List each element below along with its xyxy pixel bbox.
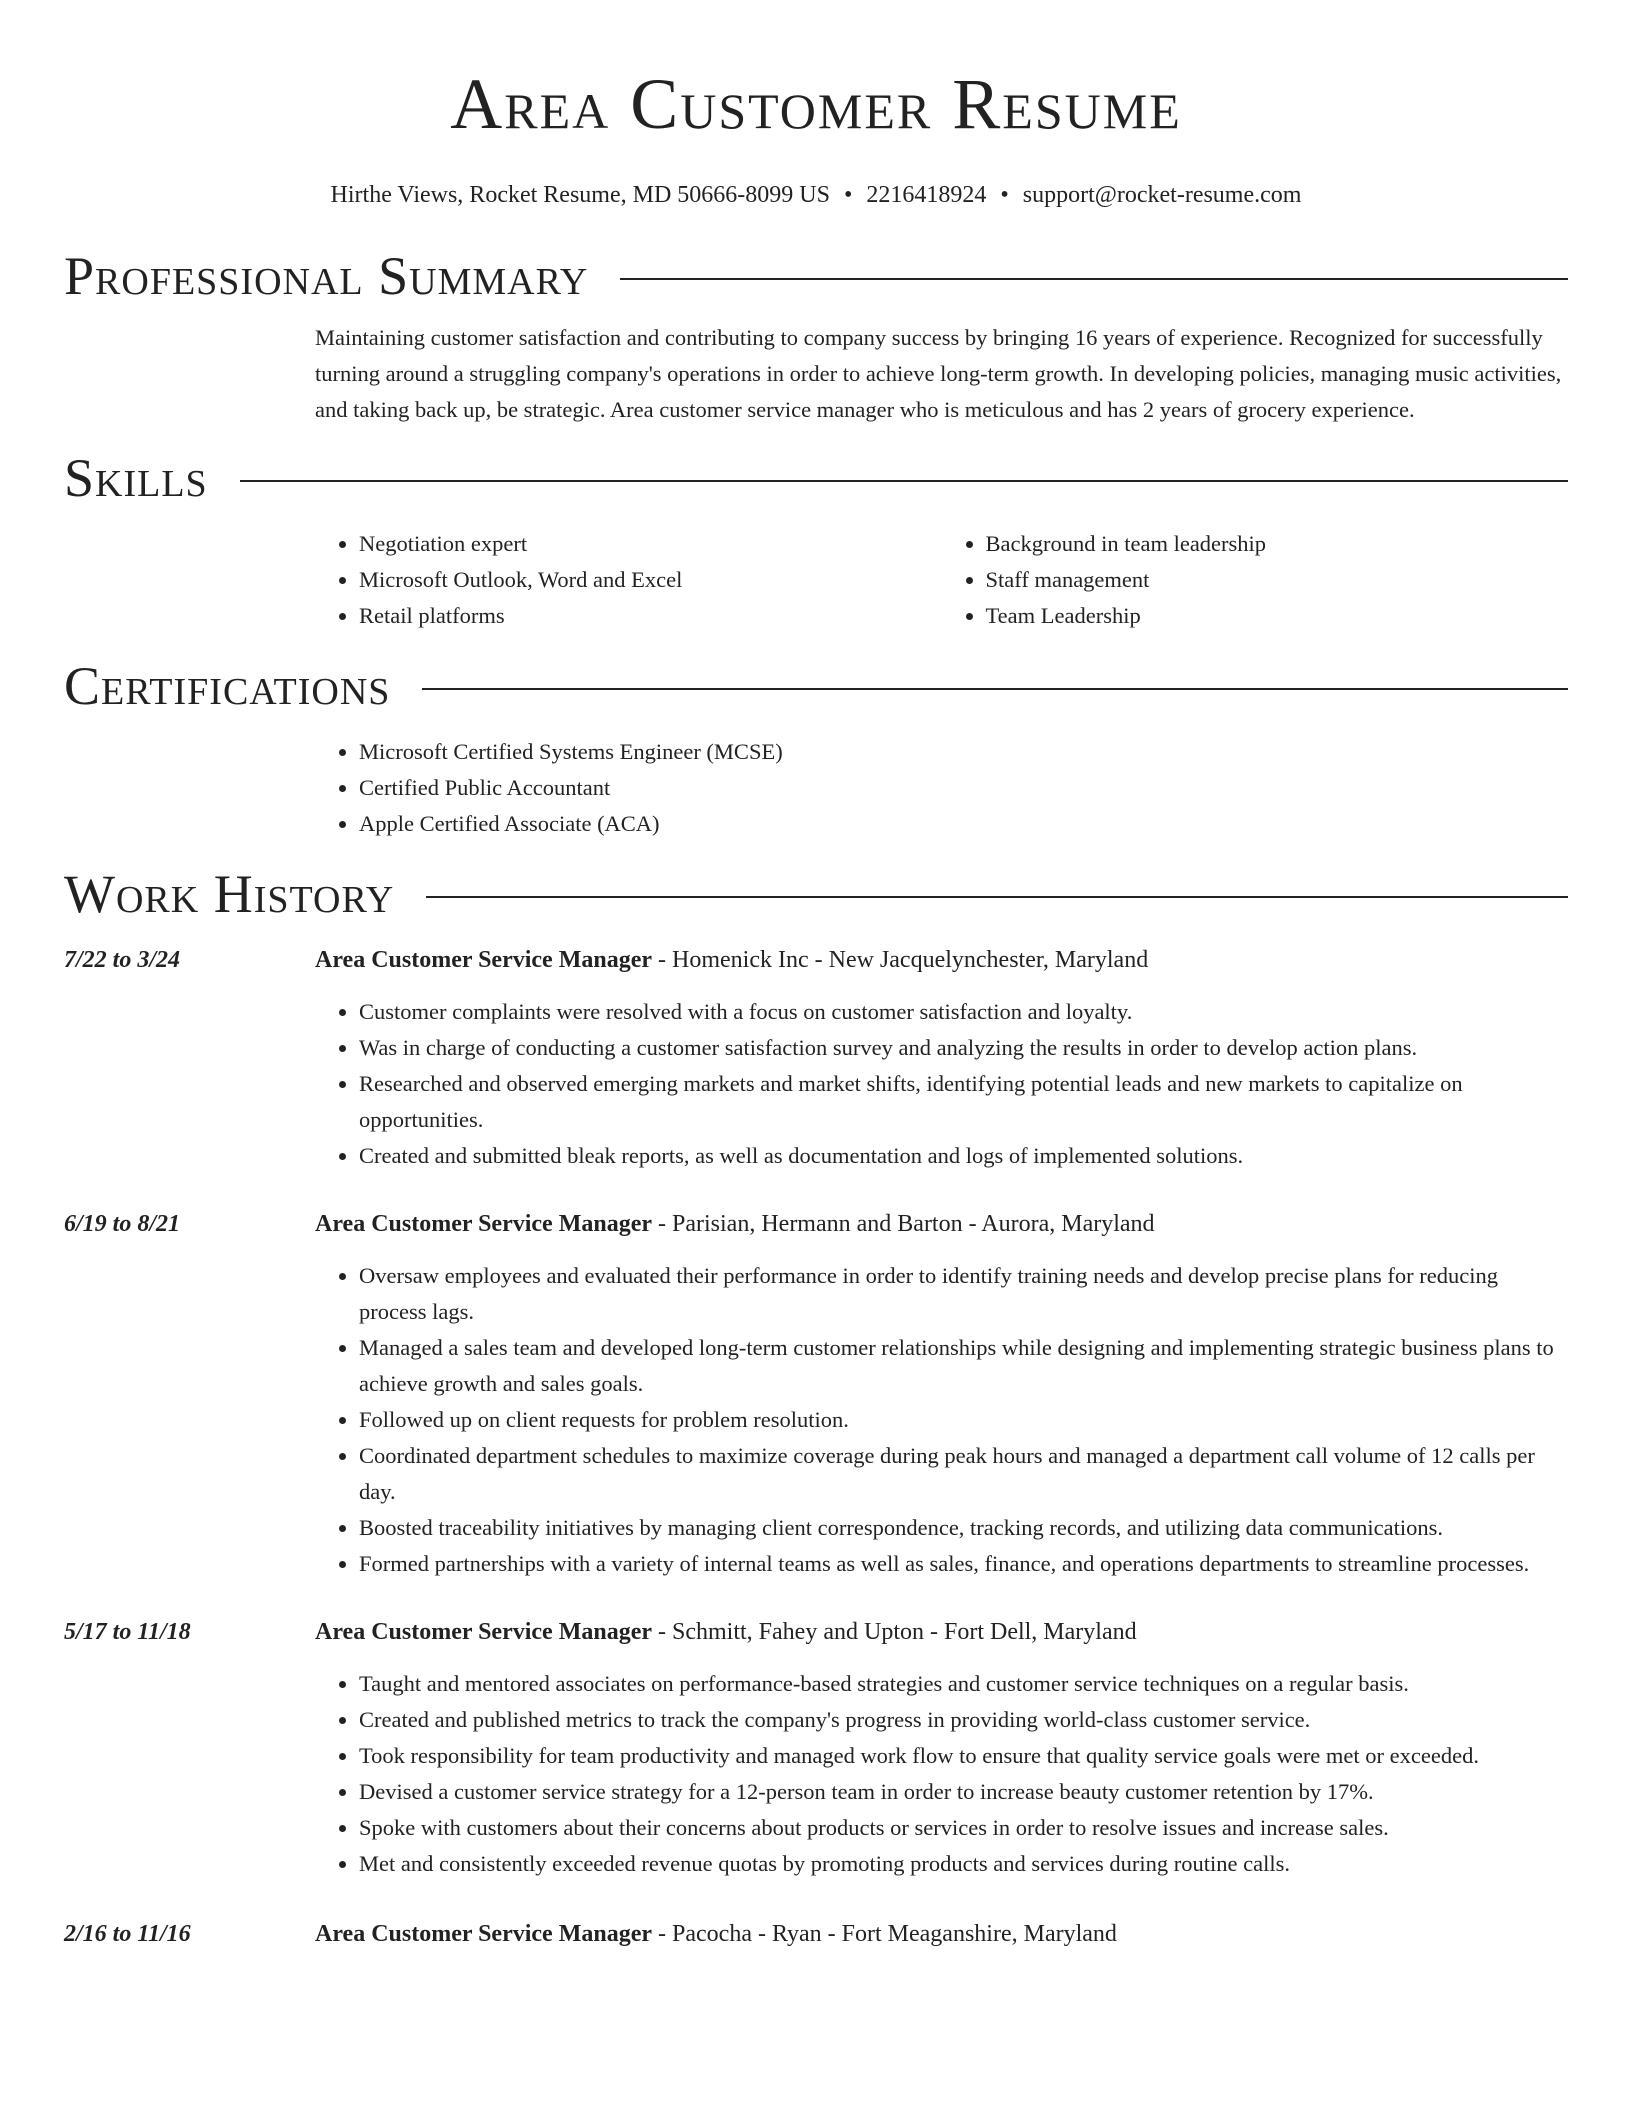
job-bullets: [315, 1666, 1568, 1882]
certifications-header: [64, 654, 1568, 718]
section-rule: [426, 896, 1568, 898]
job-bullets: [315, 994, 1568, 1174]
job-entry: [64, 942, 1568, 1174]
section-rule: [620, 278, 1568, 280]
skill-item: • Team Leadership: [986, 598, 1569, 634]
job-entry: [64, 1206, 1568, 1582]
resume-name: Area Customer Resume: [450, 64, 1182, 144]
job-entry: [64, 1916, 1568, 1952]
job-company: - Schmitt, Fahey and Upton - Fort Dell, Maryland: [652, 1619, 1137, 1645]
section-rule: [240, 480, 1568, 482]
job-bullet: • Spoke with customers about their concerns about products or services in order to resolve issues and increase sales.: [359, 1810, 1568, 1846]
job-title: Area Customer Service Manager: [315, 947, 653, 973]
job-bullet: • Took responsibility for team productivity and managed work flow to ensure that quality service goals were met or exceeded.: [359, 1738, 1568, 1774]
job-bullet: • Taught and mentored associates on performance-based strategies and customer service techniques on a regular basis.: [359, 1666, 1568, 1702]
summary-section: [64, 244, 1568, 428]
skills-section: [64, 446, 1568, 634]
certifications-heading: Certifications: [64, 656, 391, 716]
job-bullet: • Created and published metrics to track the company's progress in providing world-class customer service.: [359, 1702, 1568, 1738]
job-company: - Pacocha - Ryan - Fort Meaganshire, Maryland: [652, 1921, 1117, 1947]
certification-item: • Microsoft Certified Systems Engineer (MCSE): [359, 734, 1568, 770]
summary-heading: Professional Summary: [64, 246, 589, 306]
skills-right-column: [942, 526, 1569, 634]
job-company: - Parisian, Hermann and Barton - Aurora, Maryland: [652, 1211, 1155, 1237]
certifications-list: [315, 734, 1568, 842]
job-dates: 5/17 to 11/18: [64, 1619, 191, 1645]
contact-address: Hirthe Views, Rocket Resume, MD 50666-8099 US: [330, 182, 830, 208]
skills-left-column: [315, 526, 942, 634]
job-bullet: • Formed partnerships with a variety of internal teams as well as sales, finance, and operations departments to streamline processes.: [359, 1546, 1568, 1582]
skill-item: • Negotiation expert: [359, 526, 942, 562]
certification-item: • Certified Public Accountant: [359, 770, 1568, 806]
job-bullet: • Oversaw employees and evaluated their performance in order to identify training needs and develop precise plans for reducing process lags.: [359, 1258, 1568, 1330]
job-title: Area Customer Service Manager: [315, 1921, 653, 1947]
work-history-header: [64, 862, 1568, 926]
job-dates: 7/22 to 3/24: [64, 947, 181, 973]
skill-item: • Background in team leadership: [986, 526, 1569, 562]
job-bullets: [315, 1258, 1568, 1582]
job-bullet: • Boosted traceability initiatives by managing client correspondence, tracking records, and utilizing data communications.: [359, 1510, 1568, 1546]
contact-separator: •: [843, 182, 853, 208]
work-history-heading: Work History: [64, 864, 395, 924]
job-bullet: • Managed a sales team and developed long-term customer relationships while designing and implementing strategic business plans to achieve growth and sales goals.: [359, 1330, 1568, 1402]
job-dates: 2/16 to 11/16: [64, 1921, 191, 1947]
contact-line: [0, 180, 1632, 210]
job-title-line: [315, 942, 1568, 978]
job-bullet: • Created and submitted bleak reports, as well as documentation and logs of implemented solutions.: [359, 1138, 1568, 1174]
summary-text: Maintaining customer satisfaction and contributing to company success by bringing 16 years of experience. Recognized for successfully turning around a struggling company's operations in order to achieve long-term growth. In developing policies, managing music activities, and taking back up, be strategic. Area customer service manager who is meticulous and has 2 years of grocery experience.: [315, 325, 1562, 422]
job-bullet: • Met and consistently exceeded revenue quotas by promoting products and services during routine calls.: [359, 1846, 1568, 1882]
certifications-section: [64, 654, 1568, 842]
contact-email: support@rocket-resume.com: [1022, 182, 1302, 208]
job-bullet: • Coordinated department schedules to maximize coverage during peak hours and managed a department call volume of 12 calls per day.: [359, 1438, 1568, 1510]
job-company: - Homenick Inc - New Jacquelynchester, Maryland: [652, 947, 1149, 973]
job-title-line: [315, 1916, 1568, 1952]
job-bullet: • Customer complaints were resolved with a focus on customer satisfaction and loyalty.: [359, 994, 1568, 1030]
job-title: Area Customer Service Manager: [315, 1211, 653, 1237]
job-bullet: • Devised a customer service strategy for a 12-person team in order to increase beauty customer retention by 17%.: [359, 1774, 1568, 1810]
skills-heading: Skills: [64, 448, 208, 508]
skill-item: • Retail platforms: [359, 598, 942, 634]
skill-item: • Staff management: [986, 562, 1569, 598]
job-title-line: [315, 1206, 1568, 1242]
skills-list: [315, 526, 1568, 634]
job-bullet: • Researched and observed emerging markets and market shifts, identifying potential leads and new markets to capitalize on opportunities.: [359, 1066, 1568, 1138]
job-bullet: • Followed up on client requests for problem resolution.: [359, 1402, 1568, 1438]
summary-header: [64, 244, 1568, 308]
job-bullet: • Was in charge of conducting a customer satisfaction survey and analyzing the results in order to develop action plans.: [359, 1030, 1568, 1066]
contact-separator: •: [1000, 182, 1009, 208]
work-history-section: [64, 862, 1568, 1952]
job-entry: [64, 1614, 1568, 1882]
certification-item: • Apple Certified Associate (ACA): [359, 806, 1568, 842]
skills-header: [64, 446, 1568, 510]
skill-item: • Microsoft Outlook, Word and Excel: [359, 562, 942, 598]
section-rule: [422, 688, 1568, 690]
job-title: Area Customer Service Manager: [315, 1619, 653, 1645]
contact-phone: 2216418924: [866, 182, 987, 208]
job-title-line: [315, 1614, 1568, 1650]
job-dates: 6/19 to 8/21: [64, 1211, 181, 1237]
